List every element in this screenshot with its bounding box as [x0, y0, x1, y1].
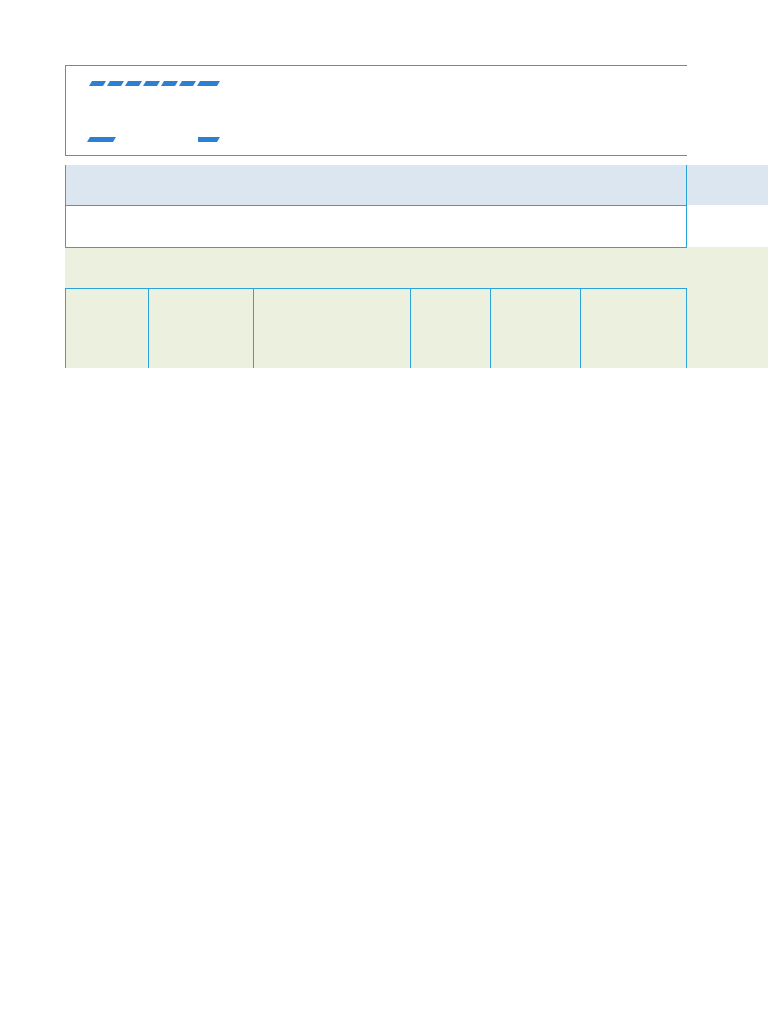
col-header-conocimiento [580, 288, 687, 368]
col-header-evaluadores [65, 288, 148, 368]
logo-graphic [86, 79, 222, 145]
page-fragment-top [0, 0, 768, 474]
header-divider [65, 155, 687, 156]
mdp-andamios-logo [86, 79, 222, 145]
evaluation-band-border [65, 165, 687, 247]
col-header-uso-epp [490, 288, 580, 368]
page-fragment-bottom [0, 600, 768, 980]
evaluation-row-divider [65, 205, 687, 206]
col-header-presentacion [410, 288, 490, 368]
scale-band-top-border [65, 247, 687, 248]
col-header-personal-type [148, 288, 253, 368]
col-header-worker-name [253, 288, 410, 368]
